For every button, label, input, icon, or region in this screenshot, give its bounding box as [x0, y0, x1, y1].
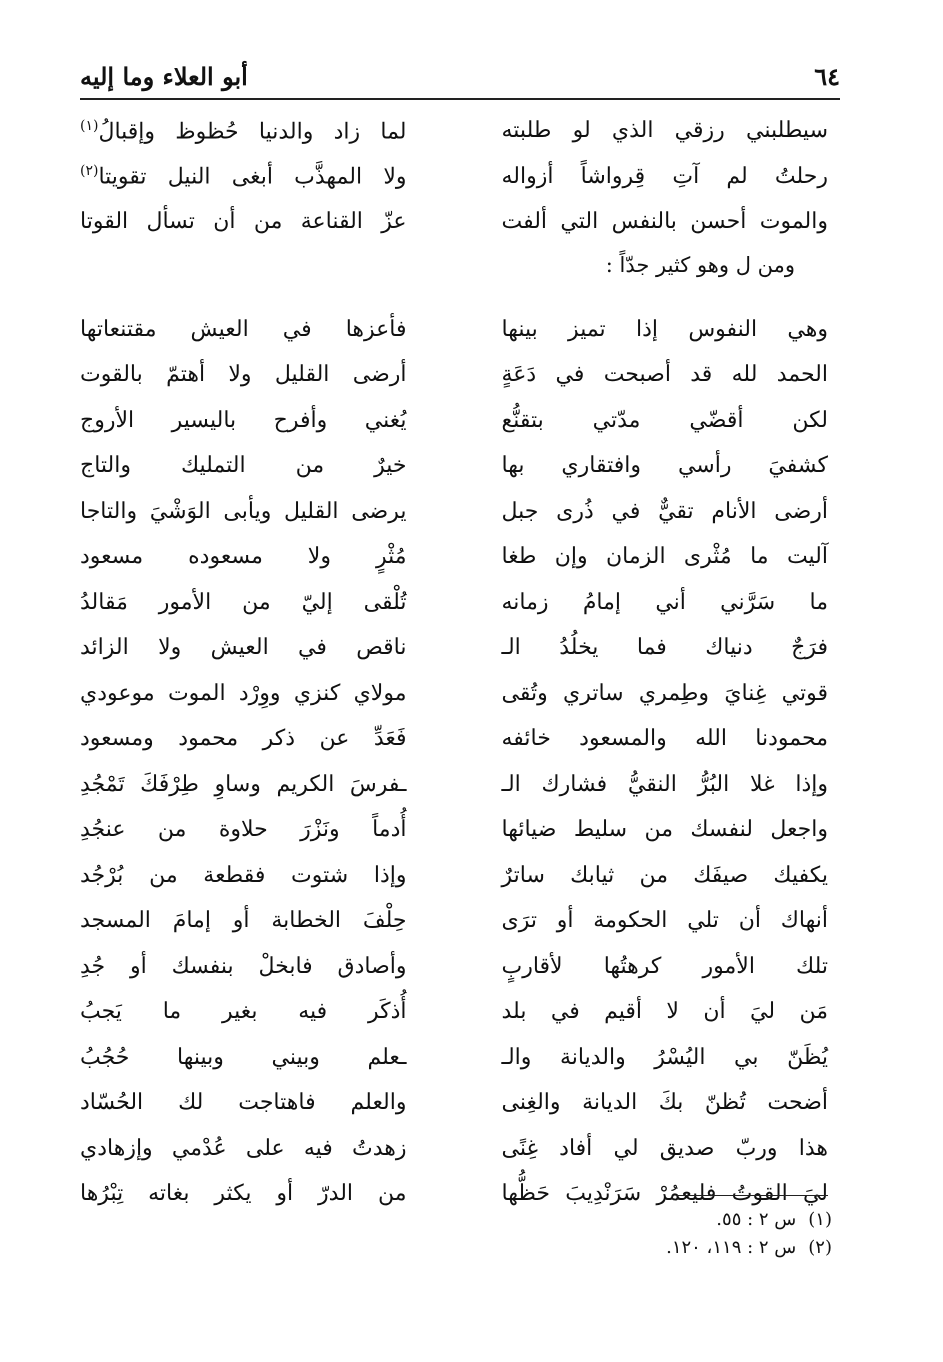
verse-second-hemistich: لما زاد والدنيا حُظوظ وإقبالُ$^{(١)}$ [80, 117, 407, 144]
verse-line [80, 807, 840, 853]
verse-first-hemistich: والموت أحسن بالنفس التي ألفت [501, 209, 828, 235]
footnote-rule [676, 1195, 828, 1196]
verse-line [80, 898, 840, 944]
verse-first-hemistich: أرضى الأنام تقيٌّ في ذُرى جبل [501, 498, 828, 524]
verse-second-hemistich: أُدماً ونَزْرَ حلاوة من عنجُدِ [80, 817, 407, 843]
verse-line [80, 1035, 840, 1081]
running-header [80, 58, 840, 94]
section-intro: ومن ل وهو كثير جدّاً : [605, 252, 795, 277]
verse-second-hemistich: عزّ القناعة من أن تسأل القوتا [80, 209, 407, 235]
verse-line [80, 1126, 840, 1172]
verse-line [80, 716, 840, 762]
verse-first-hemistich: ما سَرَّني أني إمامُ زمانه [501, 589, 828, 615]
verse-second-hemistich: أُذكَر فيه بغير ما يَجبُ [80, 999, 407, 1025]
footnote-text: س ٢ : ١١٩، ١٢٠. [666, 1236, 797, 1258]
verse-line [80, 625, 840, 671]
verse-second-hemistich: مُثْرٍ ولا مسعوده مسعود [80, 544, 407, 570]
verse-second-hemistich: يرضى القليل ويأبى الوَشْيَ والتاجا [80, 498, 407, 524]
verse-line [80, 989, 840, 1035]
verse-second-hemistich: خيرٌ من التمليك والتاج [80, 453, 407, 479]
verse-second-hemistich: حِلْفَ الخطابة أو إمامَ المسجد [80, 908, 407, 934]
verse-second-hemistich: ولا المهذَّب أبغى النيل تقويتا$^{(٢)}$ [80, 163, 407, 190]
verse-first-hemistich: أنهاك أن تلي الحكومة أو ترَى [501, 908, 828, 934]
verse-second-hemistich: وإذا شتوت فقطعة من بُرْجُد [80, 862, 407, 888]
footnote-number: (٢) [808, 1236, 832, 1258]
verse-line [80, 443, 840, 489]
verse-line [80, 108, 840, 154]
verse-first-hemistich: يكفيك صيفَك من ثيابك ساترٌ [501, 862, 828, 888]
header-rule [80, 98, 840, 100]
verse-second-hemistich: والعلم فاهتاجت لك الحُسّاد [80, 1090, 407, 1116]
footnote-marker: (١) [80, 117, 99, 134]
verse-line [80, 398, 840, 444]
running-title: أبو العلاء وما إليه [80, 61, 248, 91]
footnotes [520, 1205, 832, 1261]
verse-first-hemistich: هذا وربّ صديق لي أفاد غِنًى [501, 1135, 828, 1161]
verse-second-hemistich: ناقص في العيش ولا الزائد [80, 635, 407, 661]
verse-first-hemistich: تلك الأمور كرهتُها لأقاربٍ [501, 953, 828, 979]
verse-first-hemistich: ليَ القوتُ فليعمُرْ سَرَنْدِيبَ حَظُّها [501, 1181, 828, 1207]
verse-line [80, 154, 840, 200]
verse-first-hemistich: رحلتُ لم آتِ قِرواشاً أزواله [501, 163, 828, 189]
verse-line [80, 199, 840, 245]
verse-first-hemistich: واجعل لنفسك من سليط ضيائها [501, 817, 828, 843]
verse-first-hemistich: آليت ما مُثْرى الزمان وإن طغا [501, 544, 828, 570]
footnote-text: س ٢ : ٥٥. [716, 1208, 797, 1230]
footnote-marker: (٢) [80, 163, 99, 180]
verse-first-hemistich: وإذا غلا البُرُّ النقيُّ فشارك الـ [501, 771, 828, 797]
footnote [520, 1205, 832, 1233]
verse-line [80, 580, 840, 626]
verse-line [80, 489, 840, 535]
verse-second-hemistich: زهدتُ فيه على عُدْمي وإزهادي [80, 1135, 407, 1161]
verse-second-hemistich: ـعلم وبيني وبينها حُجُبُ [80, 1044, 407, 1070]
verse-first-hemistich: قوتي غِنايَ وطِمري ساتري وتُقى [501, 680, 828, 706]
poem-body [80, 108, 840, 1217]
footnote-number: (١) [808, 1208, 832, 1230]
verse-second-hemistich: ـفرسَ الكريم وساوِ طِرْفَكَ تَمْجُدِ [80, 771, 407, 797]
verse-first-hemistich: وهي النفوس إذا تميز بينها [501, 316, 828, 342]
verse-line [80, 762, 840, 808]
verse-second-hemistich: فَعَدِّ عن ذكر محمود ومسعود [80, 726, 407, 752]
verse-line [80, 853, 840, 899]
verse-first-hemistich: مَن ليَ أن لا أقيم في بلد [501, 999, 828, 1025]
verse-second-hemistich: من الدرّ أو يكثر بغاته تِبْرُها [80, 1181, 407, 1207]
verse-line [80, 944, 840, 990]
footnote [520, 1233, 832, 1261]
verse-first-hemistich: محمودنا الله والمسعود خائفه [501, 726, 828, 752]
verse-first-hemistich: أضحت تُظنّ بكَ الديانة والغِنى [501, 1090, 828, 1116]
verse-first-hemistich: كشفيَ رأسي وافتقاري بها [501, 453, 828, 479]
verse-second-hemistich: وأصادق فابخلْ بنفسك أو جُدِ [80, 953, 407, 979]
verse-first-hemistich: سيطلبني رزقي الذي لو طلبته [501, 118, 828, 144]
verse-line [80, 671, 840, 717]
verse-first-hemistich: الحمد لله قد أصبحت في دَعَةٍ [501, 362, 828, 388]
verse-line [80, 1080, 840, 1126]
verse-second-hemistich: يُغني وأفرح باليسير الأروج [80, 407, 407, 433]
verse-line [80, 307, 840, 353]
verse-first-hemistich: يُظَنّ بي اليُسْرُ والديانة والـ [501, 1044, 828, 1070]
verse-second-hemistich: فأعزها في العيش مقتنعاتها [80, 316, 407, 342]
verse-second-hemistich: أرضى القليل ولا أهتمّ بالقوت [80, 362, 407, 388]
verse-second-hemistich: مولاي كنزي ووِرْد الموت موعودي [80, 680, 407, 706]
verse-line [80, 352, 840, 398]
verse-first-hemistich: لكن أقضّي مدّتي بتقنُّع [501, 407, 828, 433]
verse-line [80, 534, 840, 580]
verse-second-hemistich: تُلْقى إليّ من الأمور مَقالدُ [80, 589, 407, 615]
verse-first-hemistich: فرَجٌ دنياك فما يخلُدُ الـ [501, 635, 828, 661]
page-number: ٦٤ [814, 61, 840, 91]
